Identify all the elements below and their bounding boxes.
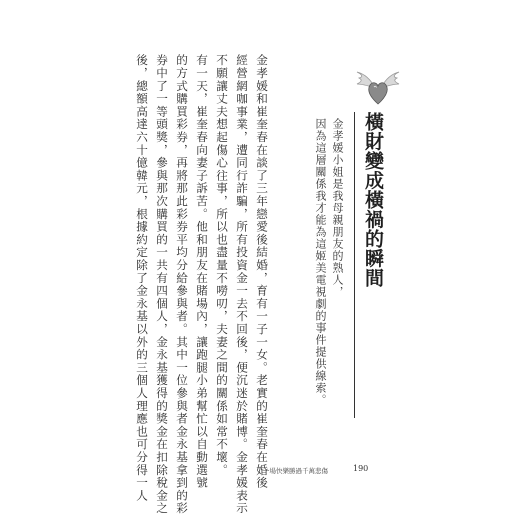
winged-heart-icon xyxy=(351,62,405,108)
heading-divider xyxy=(354,112,355,418)
body-column: 金孝媛和崔奎春在談了三年戀愛後結婚，育有一子一女。老實的崔奎春在婚後 xyxy=(255,54,269,490)
page-number: 190 xyxy=(353,464,369,473)
running-footer-title: 一場快樂勝過千萬悲傷 xyxy=(263,467,328,475)
chapter-title: 橫財變成橫禍的瞬間 xyxy=(362,112,384,288)
body-column: 經營網咖事業，遭同行詐騙，所有投資金一去不回後，便沉迷於賭博。金孝媛表示 xyxy=(235,54,249,515)
body-column: 的方式購買彩券，再將那此彩券平均分給參與者。其中一位參與者金永基拿到的彩 xyxy=(175,54,189,515)
subtitle-line: 金孝媛小姐是我母親朋友的熟人， xyxy=(331,118,344,298)
body-column: 不願讓丈夫想起傷心往事，所以也盡量不嘮叨，夫妻之間的關係如常不壞。 xyxy=(215,54,229,477)
body-column: 有一天，崔奎春向妻子訴苦。他和朋友在賭場內，讓跑腿小弟幫忙以自動選號 xyxy=(195,54,209,490)
body-column: 券中了一等頭獎，參與那次購買的一共有四個人，金永基獲得的獎金在扣除稅金之 xyxy=(155,54,169,515)
body-column: 後，總額高達六十億韓元，根據約定除了金永基以外的三個人理應也可分得一人 xyxy=(135,54,149,502)
subtitle-line: 因為這層關係我才能為這姬美電視劇的事件提供線索。 xyxy=(314,118,327,406)
